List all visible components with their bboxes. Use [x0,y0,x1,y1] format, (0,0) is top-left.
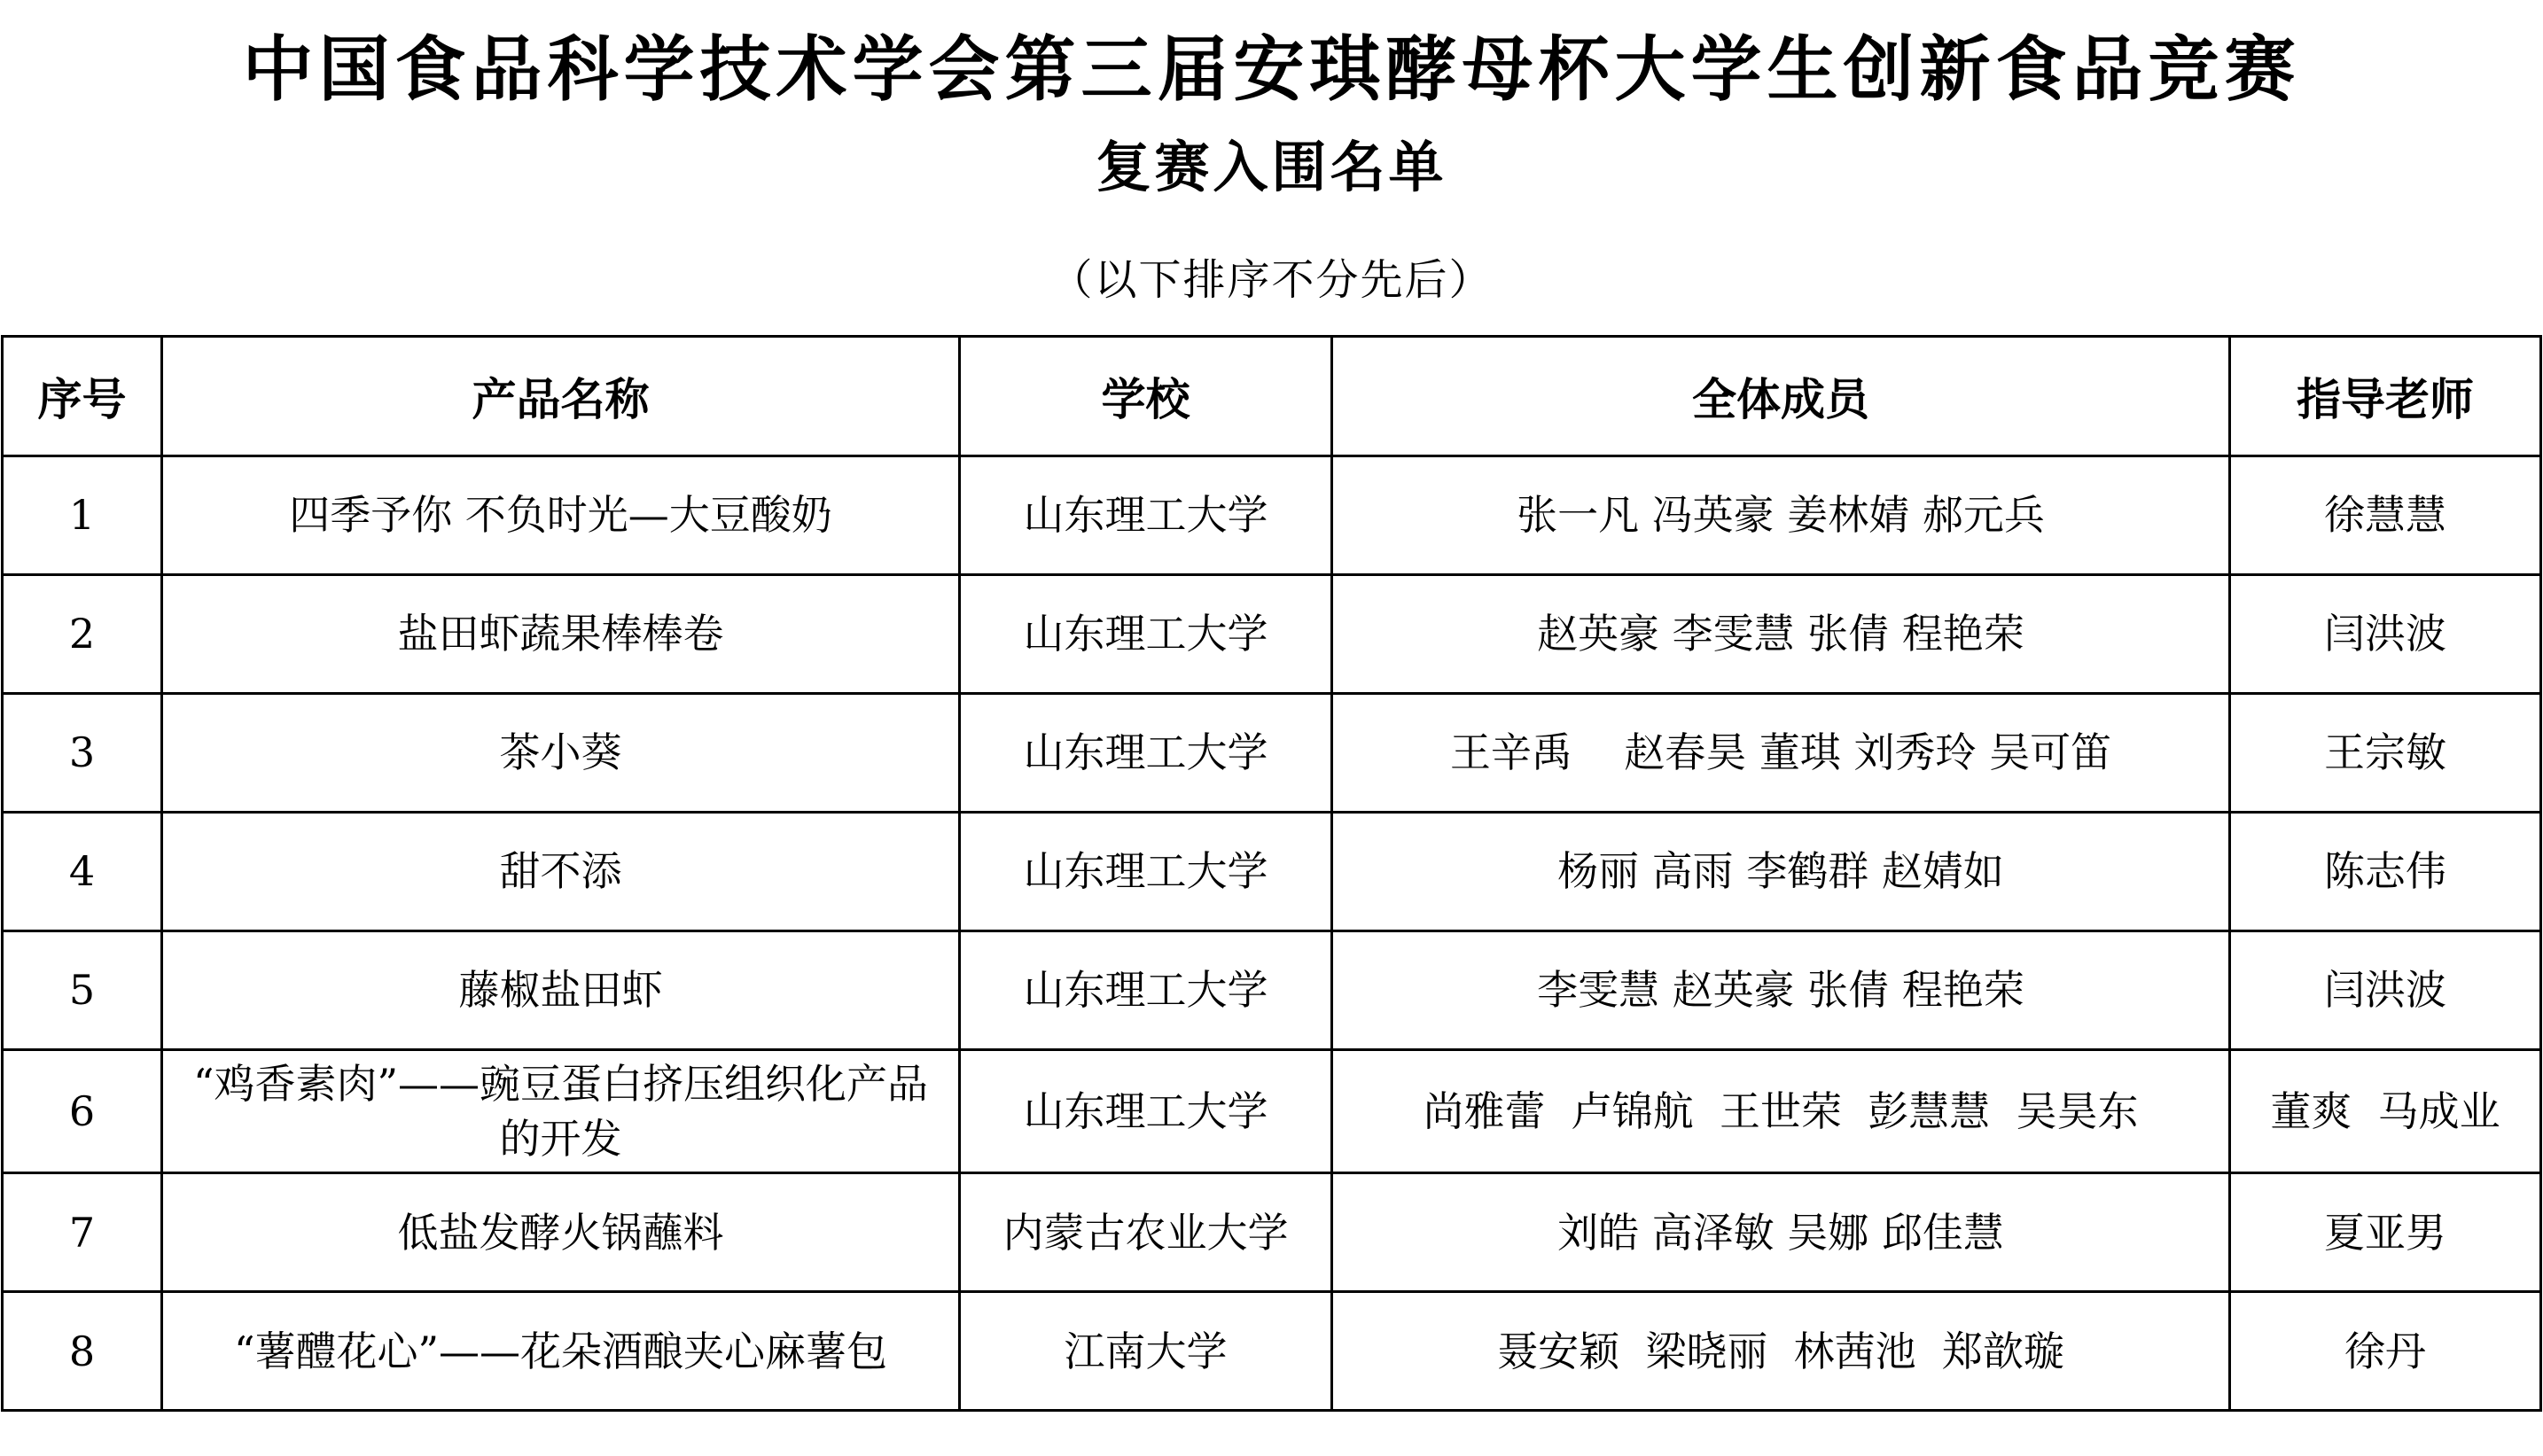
col-header-product: 产品名称 [162,336,960,455]
cell-serial: 4 [3,812,162,930]
cell-teacher: 董爽 马成业 [2230,1049,2541,1172]
col-header-members: 全体成员 [1332,336,2230,455]
cell-teacher: 陈志伟 [2230,812,2541,930]
col-header-teacher: 指导老师 [2230,336,2541,455]
cell-serial: 5 [3,930,162,1049]
cell-members: 杨丽 高雨 李鹤群 赵婧如 [1332,812,2230,930]
cell-members: 王辛禹 赵春昊 董琪 刘秀玲 吴可笛 [1332,693,2230,812]
col-header-serial: 序号 [3,336,162,455]
cell-school: 山东理工大学 [960,1049,1332,1172]
cell-members: 聂安颖 梁晓丽 林茜池 郑歆璇 [1332,1292,2230,1411]
cell-members: 尚雅蕾 卢锦航 王世荣 彭慧慧 吴昊东 [1332,1049,2230,1172]
cell-serial: 1 [3,455,162,574]
finalist-table [1,335,2542,1412]
cell-school: 山东理工大学 [960,930,1332,1049]
table-row [3,1292,2541,1411]
cell-product: 盐田虾蔬果棒棒卷 [162,574,960,693]
cell-school: 山东理工大学 [960,455,1332,574]
cell-teacher: 徐丹 [2230,1292,2541,1411]
cell-serial: 8 [3,1292,162,1411]
cell-teacher: 闫洪波 [2230,574,2541,693]
cell-school: 江南大学 [960,1292,1332,1411]
cell-product: 四季予你 不负时光—大豆酸奶 [162,455,960,574]
cell-teacher: 王宗敏 [2230,693,2541,812]
cell-school: 山东理工大学 [960,693,1332,812]
cell-serial: 6 [3,1049,162,1172]
table-header-row [3,336,2541,455]
cell-members: 李雯慧 赵英豪 张倩 程艳荣 [1332,930,2230,1049]
document-page [0,27,2543,1412]
table-row [3,693,2541,812]
cell-school: 内蒙古农业大学 [960,1173,1332,1292]
cell-teacher: 夏亚男 [2230,1173,2541,1292]
page-subtitle: 复赛入围名单 [1096,135,1447,199]
cell-teacher: 闫洪波 [2230,930,2541,1049]
cell-serial: 7 [3,1173,162,1292]
cell-product: 甜不添 [162,812,960,930]
cell-members: 张一凡 冯英豪 姜林婧 郝元兵 [1332,455,2230,574]
cell-members: 赵英豪 李雯慧 张倩 程艳荣 [1332,574,2230,693]
cell-serial: 3 [3,693,162,812]
cell-product: 低盐发酵火锅蘸料 [162,1173,960,1292]
cell-product: 藤椒盐田虾 [162,930,960,1049]
table-row [3,930,2541,1049]
table-row [3,574,2541,693]
table-row [3,1049,2541,1172]
cell-teacher: 徐慧慧 [2230,455,2541,574]
cell-school: 山东理工大学 [960,574,1332,693]
cell-product: “薯醴花心”——花朵酒酿夹心麻薯包 [162,1292,960,1411]
cell-members: 刘皓 高泽敏 吴娜 邱佳慧 [1332,1173,2230,1292]
table-row [3,812,2541,930]
cell-serial: 2 [3,574,162,693]
page-title: 中国食品科学技术学会第三届安琪酵母杯大学生创新食品竞赛 [242,27,2301,111]
cell-product: “鸡香素肉”——豌豆蛋白挤压组织化产品的开发 [162,1049,960,1172]
table-row [3,455,2541,574]
cell-school: 山东理工大学 [960,812,1332,930]
col-header-school: 学校 [960,336,1332,455]
order-note: （以下排序不分先后） [1049,255,1494,306]
cell-product: 茶小葵 [162,693,960,812]
table-row [3,1173,2541,1292]
